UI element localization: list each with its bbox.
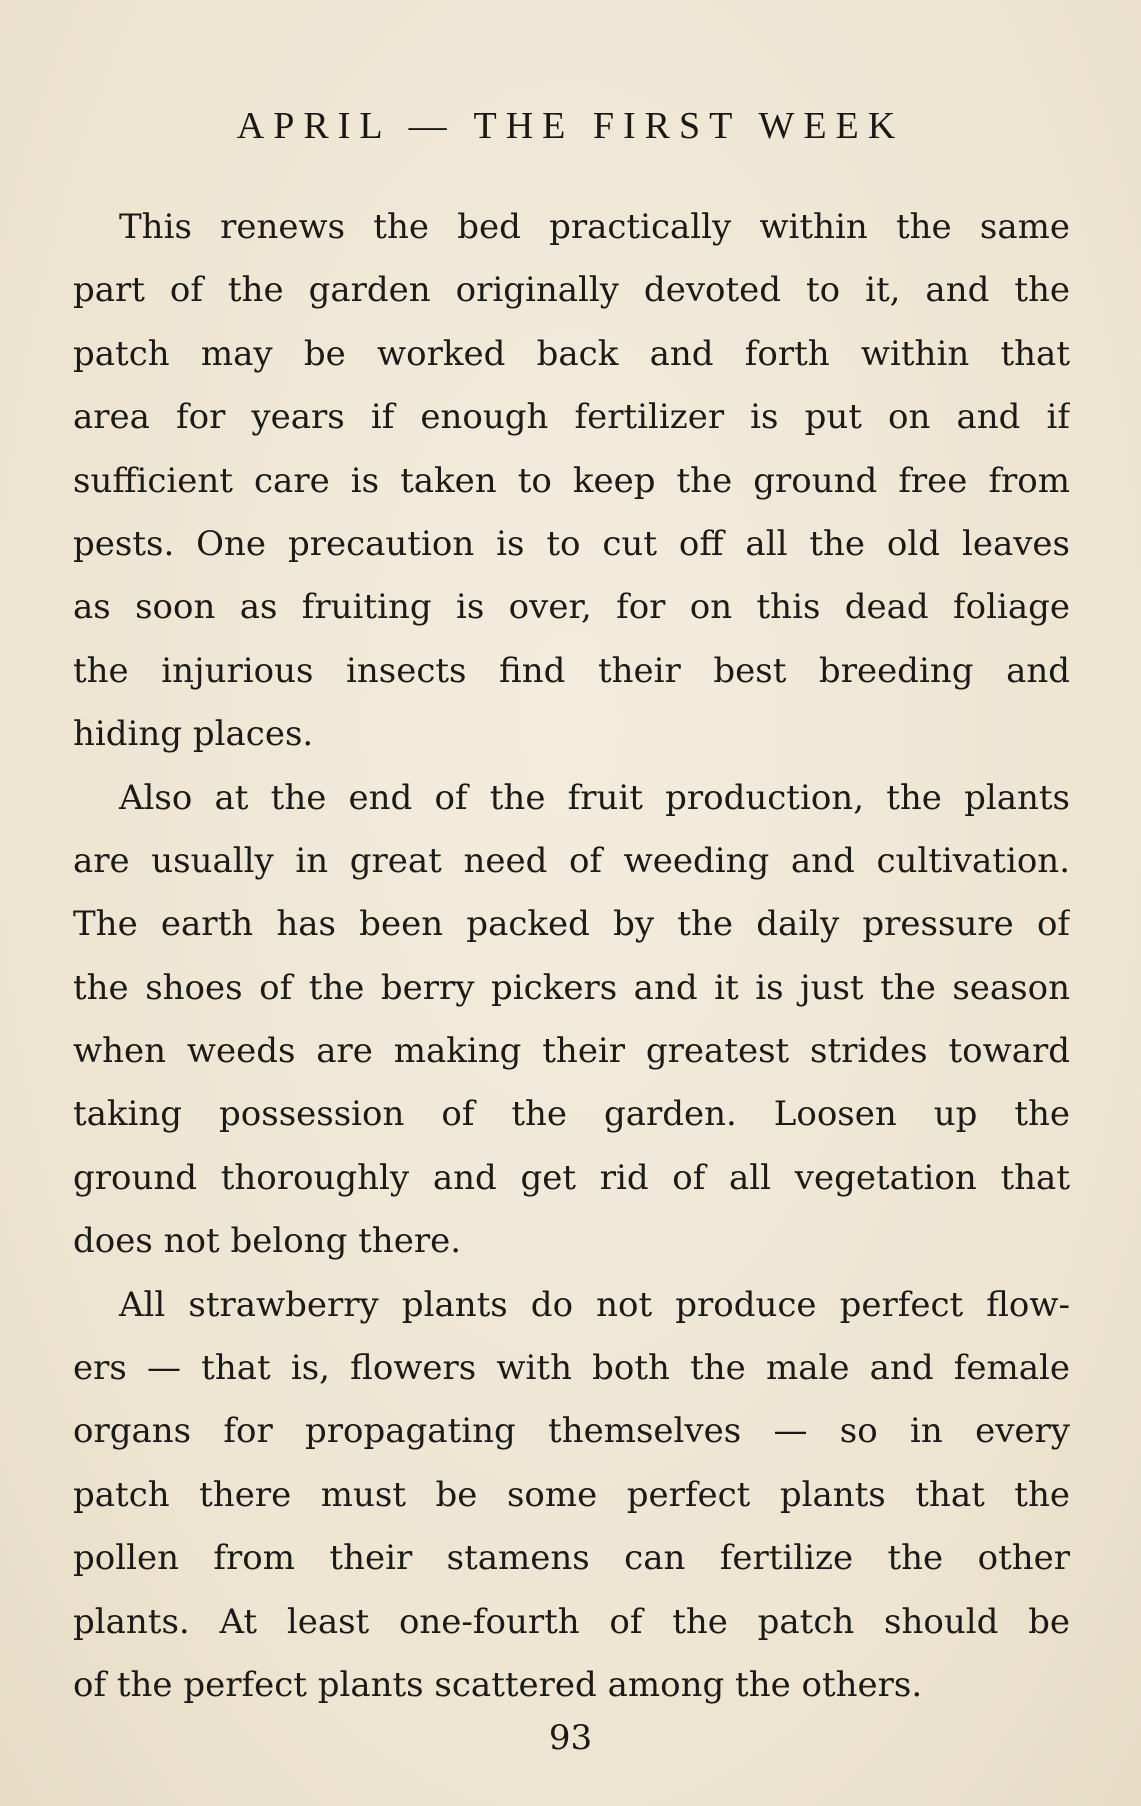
- text-line: patch may be worked back and forth within that: [73, 333, 1070, 374]
- paragraph: [73, 767, 1070, 1274]
- text-line: organs for propagating themselves — so in every: [73, 1411, 1070, 1452]
- text-line: All strawberry plants do not produce perfect flow-: [119, 1284, 1070, 1325]
- text-line: This renews the bed practically within the same: [119, 207, 1070, 247]
- text-line: plants. At least one-fourth of the patch should be: [73, 1601, 1070, 1642]
- text-line: patch there must be some perfect plants that the: [73, 1474, 1070, 1515]
- text-line: as soon as fruiting is over, for on this dead foliage: [73, 587, 1070, 628]
- text-line: when weeds are making their greatest strides toward: [73, 1031, 1070, 1072]
- text-line: sufficient care is taken to keep the ground free from: [73, 460, 1070, 501]
- text-line: are usually in great need of weeding and cultivation.: [73, 840, 1070, 881]
- text-line: hiding places.: [73, 714, 314, 755]
- text-line: area for years if enough fertilizer is put on and if: [73, 397, 1070, 438]
- text-line: The earth has been packed by the daily pressure of: [73, 904, 1070, 945]
- text-line: taking possession of the garden. Loosen up the: [73, 1094, 1070, 1135]
- running-head: APRIL — THE FIRST WEEK: [236, 105, 905, 147]
- text-line: pests. One precaution is to cut off all the old leaves: [73, 523, 1070, 564]
- text-line: of the perfect plants scattered among the others.: [73, 1664, 923, 1705]
- text-line: does not belong there.: [73, 1221, 462, 1262]
- text-line: the shoes of the berry pickers and it is just the season: [73, 967, 1070, 1008]
- text-line: the injurious insects find their best breeding and: [73, 650, 1070, 691]
- text-line: ers — that is, flowers with both the male and female: [73, 1348, 1070, 1389]
- text-line: part of the garden originally devoted to it, and the: [73, 270, 1070, 311]
- page-number: 93: [548, 1718, 593, 1758]
- body-text: [73, 196, 1070, 1717]
- text-line: ground thoroughly and get rid of all vegetation that: [73, 1157, 1070, 1198]
- paragraph: [73, 1274, 1070, 1718]
- text-line: Also at the end of the fruit production, the plants: [119, 777, 1070, 818]
- paragraph: [73, 196, 1070, 767]
- text-line: pollen from their stamens can fertilize the other: [73, 1538, 1070, 1579]
